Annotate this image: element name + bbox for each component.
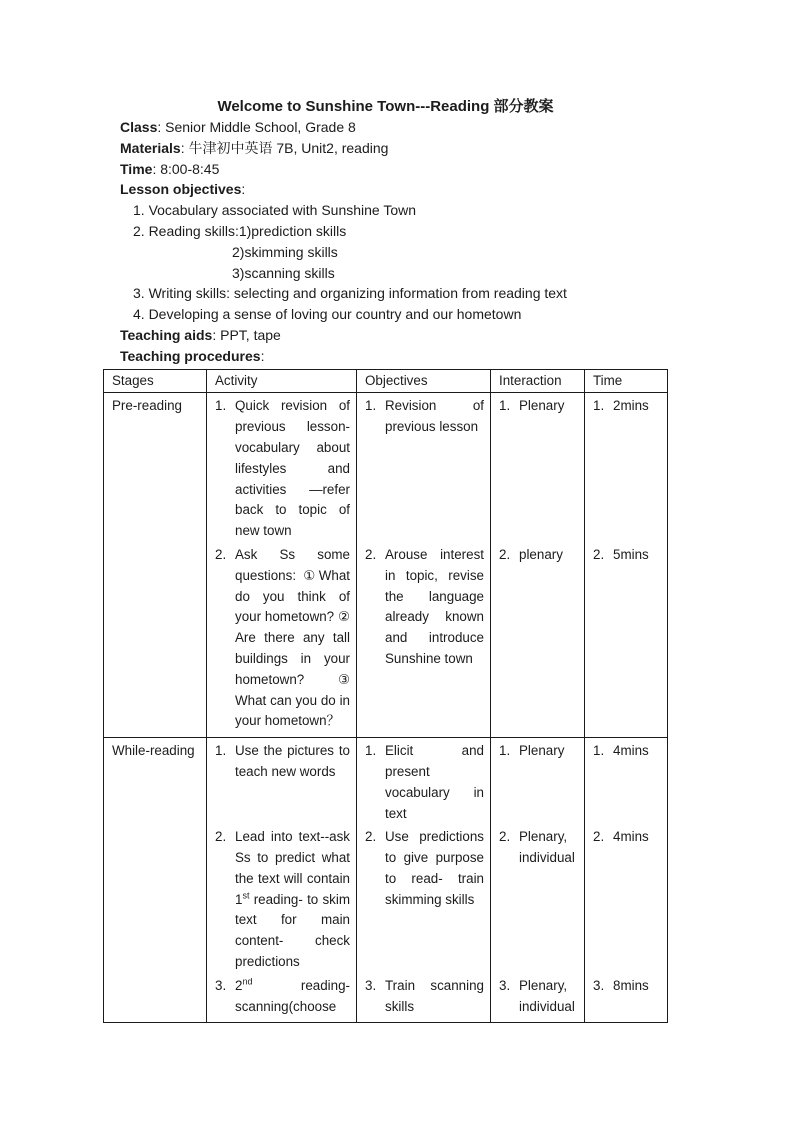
superscript: st bbox=[242, 890, 250, 901]
time-cell bbox=[584, 393, 667, 542]
item-row bbox=[206, 973, 667, 1023]
teaching-procedures-line bbox=[120, 346, 793, 367]
activity-text: Use the pictures to teach new words bbox=[235, 743, 350, 779]
header-cell-objectives: Objectives bbox=[356, 370, 490, 393]
activity-cell bbox=[206, 393, 356, 542]
meta-label: Class bbox=[120, 119, 158, 135]
meta-line-class bbox=[120, 117, 793, 138]
meta-line-materials bbox=[120, 138, 793, 159]
item-number: 1. bbox=[365, 398, 377, 414]
interaction-text: Plenary bbox=[519, 398, 565, 414]
item-number: 2. bbox=[365, 829, 377, 845]
objective-text: Use predictions to give purpose to read- train skimming skills bbox=[385, 829, 484, 907]
interaction-cell bbox=[490, 738, 584, 824]
objectives-heading bbox=[120, 179, 793, 200]
time-cell bbox=[584, 738, 667, 824]
objective-text: Elicit and present vocabulary in text bbox=[385, 743, 484, 821]
interaction-cell bbox=[490, 542, 584, 737]
teaching-procedures-colon: : bbox=[260, 347, 265, 364]
activity-text: Lead into text--ask Ss to predict what the text will contain 1st reading- to skim text for main content- check predictions bbox=[235, 829, 350, 970]
item-number: 3. bbox=[365, 977, 377, 993]
item-number: 2. bbox=[593, 829, 605, 845]
time-cell bbox=[584, 542, 667, 737]
interaction-cell bbox=[490, 824, 584, 973]
objective-text: Revision of previous lesson bbox=[385, 398, 484, 435]
activity-text: Quick revision of previous lesson-vocabulary about lifestyles and activities —refer back to topic of new town bbox=[235, 398, 350, 539]
teaching-procedures-label: Teaching procedures bbox=[120, 347, 261, 364]
item-row bbox=[206, 738, 667, 824]
time-text: 5mins bbox=[613, 546, 649, 562]
time-text: 4mins bbox=[613, 829, 649, 845]
objectives-heading-label: Lesson objectives bbox=[120, 181, 242, 198]
stage-row-pre-reading bbox=[104, 392, 667, 737]
activity-cell bbox=[206, 738, 356, 824]
meta-value: : Senior Middle School, Grade 8 bbox=[157, 119, 356, 135]
activity-text: Ask Ss some questions: ①What do you think of your hometown? ② Are there any tall buildings in your hometown? ③ What can you do in your hometown？ bbox=[235, 546, 350, 729]
teaching-aids-label: Teaching aids bbox=[120, 326, 213, 343]
time-text: 8mins bbox=[613, 977, 649, 993]
time-text: 4mins bbox=[613, 743, 649, 759]
item-number: 2. bbox=[215, 546, 227, 562]
stage-row-while-reading bbox=[104, 737, 667, 1022]
objective-item: 2. Reading skills:1)prediction skills bbox=[133, 222, 347, 239]
activity-cell bbox=[206, 542, 356, 737]
objective-text: Arouse interest in topic, revise the language already known and introduce Sunshine town bbox=[385, 546, 484, 666]
objective-cell bbox=[356, 393, 490, 542]
table-header-row bbox=[104, 370, 667, 393]
item-number: 1. bbox=[365, 743, 377, 759]
procedures-table bbox=[103, 369, 668, 1024]
objective-item: 3)scanning skills bbox=[232, 264, 335, 281]
objectives-heading-colon: : bbox=[241, 181, 246, 198]
item-row bbox=[206, 393, 667, 542]
item-number: 3. bbox=[215, 977, 227, 993]
teaching-aids-value: : PPT, tape bbox=[212, 326, 281, 343]
header-cell-activity: Activity bbox=[206, 370, 356, 393]
header-cell-interaction: Interaction bbox=[490, 370, 584, 393]
item-number: 2. bbox=[499, 829, 511, 845]
meta-value: : 8:00-8:45 bbox=[152, 160, 220, 177]
item-number: 2. bbox=[365, 546, 377, 562]
objective-text: Train scanning skills bbox=[385, 977, 484, 1014]
activity-cell bbox=[206, 824, 356, 973]
interaction-text: Plenary, individual bbox=[519, 977, 575, 1014]
item-number: 1. bbox=[215, 398, 227, 414]
teaching-aids-line bbox=[120, 325, 793, 346]
meta-value: : 牛津初中英语 7B, Unit2, reading bbox=[180, 139, 389, 156]
meta-label: Materials bbox=[120, 139, 181, 156]
stage-cell: Pre-reading bbox=[112, 398, 182, 414]
item-number: 1. bbox=[499, 398, 511, 414]
time-cell bbox=[584, 973, 667, 1023]
item-number: 1. bbox=[593, 743, 605, 759]
objective-cell bbox=[356, 973, 490, 1023]
item-number: 3. bbox=[499, 977, 511, 993]
header-cell-time: Time bbox=[584, 370, 667, 393]
activity-text: 2nd reading- scanning(choose bbox=[235, 976, 350, 1014]
interaction-text: Plenary bbox=[519, 743, 565, 759]
time-text: 2mins bbox=[613, 398, 649, 414]
item-number: 1. bbox=[499, 743, 511, 759]
objective-cell bbox=[356, 738, 490, 824]
stage-items bbox=[206, 393, 667, 737]
item-row bbox=[206, 542, 667, 737]
stage-cell: While-reading bbox=[112, 743, 195, 759]
item-number: 1. bbox=[215, 743, 227, 759]
interaction-cell bbox=[490, 973, 584, 1023]
item-number: 3. bbox=[593, 977, 605, 993]
objective-item: 3. Writing skills: selecting and organizing information from reading text bbox=[133, 285, 567, 302]
objective-cell bbox=[356, 824, 490, 973]
meta-label: Time bbox=[120, 160, 153, 177]
header-cell-stages: Stages bbox=[112, 372, 154, 388]
activity-cell bbox=[206, 973, 356, 1023]
objective-item: 4. Developing a sense of loving our country and our hometown bbox=[133, 306, 522, 323]
interaction-text: Plenary, individual bbox=[519, 829, 575, 866]
item-number: 2. bbox=[499, 546, 511, 562]
objective-item: 2)skimming skills bbox=[232, 243, 338, 260]
interaction-text: plenary bbox=[519, 546, 563, 562]
item-number: 2. bbox=[215, 829, 227, 845]
item-row bbox=[206, 824, 667, 973]
meta-line-time bbox=[120, 159, 793, 180]
interaction-cell bbox=[490, 393, 584, 542]
item-number: 1. bbox=[593, 398, 605, 414]
stage-items bbox=[206, 738, 667, 1022]
objective-cell bbox=[356, 542, 490, 737]
doc-title: Welcome to Sunshine Town---Reading 部分教案 bbox=[217, 98, 554, 115]
objective-item: 1. Vocabulary associated with Sunshine Town bbox=[133, 202, 417, 219]
superscript: nd bbox=[242, 976, 253, 987]
item-number: 2. bbox=[593, 546, 605, 562]
time-cell bbox=[584, 824, 667, 973]
